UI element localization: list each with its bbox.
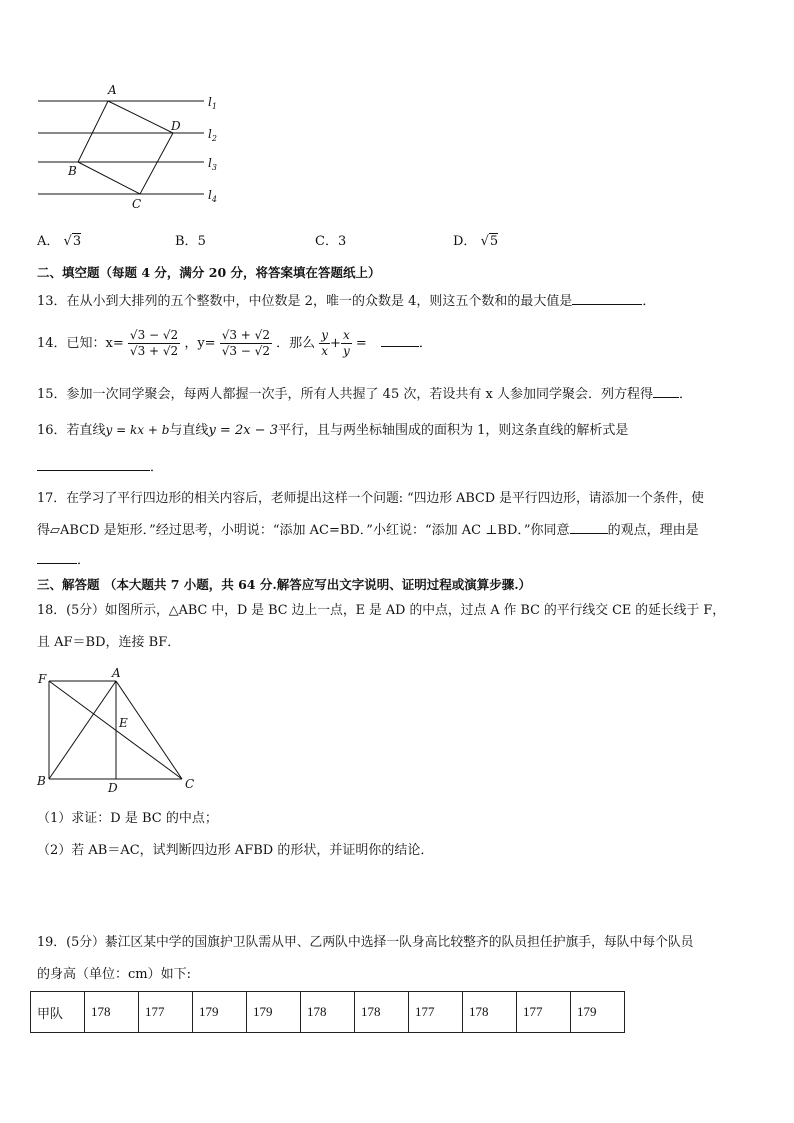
option-a-letter: A． (37, 234, 60, 249)
sqrt-icon: √ (63, 234, 72, 249)
line-label-3: $l_3$ (208, 156, 217, 172)
point-label-c: C (185, 777, 195, 791)
question-16-prefix: 16．若直线 (37, 423, 106, 438)
option-c (315, 232, 346, 252)
question-17-line-1: 17．在学习了平行四边形的相关内容后，老师提出这样一个问题: “四边形 ABCD 是平行四边形，请添加一个条件，使 (37, 491, 704, 506)
fraction-x (128, 328, 180, 359)
table-cell: 177 (409, 992, 463, 1033)
question-15 (37, 383, 692, 405)
question-16-end: ． (150, 460, 164, 475)
answer-blank[interactable] (37, 549, 77, 564)
fraction-numerator: y (321, 328, 329, 342)
option-c-value: 3 (337, 234, 347, 249)
question-18-line-1: 18．(5分）如图所示，△ABC 中，D 是 BC 边上一点，E 是 AD 的中点，过点 A 作 BC 的平行线交 CE 的延长线于 F， (37, 603, 725, 618)
table-cell: 178 (301, 992, 355, 1033)
vertex-label-a: A (108, 83, 117, 97)
table-cell: 177 (139, 992, 193, 1033)
section-3-title: 三、解答题 （本大题共 7 小题，共 64 分.解答应写出文字说明、证明过程或演算步骤.） (37, 577, 532, 592)
fraction-y (220, 328, 272, 359)
answer-blank[interactable] (381, 332, 419, 347)
figure-parallel-lines (30, 80, 230, 215)
option-b-value: 5 (197, 234, 206, 249)
option-d-letter: D． (453, 234, 477, 249)
question-16-answer (37, 456, 163, 478)
segment-ab (49, 681, 116, 779)
answer-blank[interactable] (653, 383, 679, 398)
point-label-b: B (37, 774, 46, 788)
table-row (31, 992, 625, 1033)
fraction-numerator: x (342, 328, 350, 342)
table-cell: 178 (463, 992, 517, 1033)
question-17-text: 的观点，理由是 (607, 523, 699, 538)
point-label-a: A (112, 666, 121, 680)
table-cell: 179 (571, 992, 625, 1033)
question-16-mid: 与直线 (169, 423, 209, 438)
fraction-y-denominator: √3 − √2 (221, 344, 270, 358)
table-cell: 179 (247, 992, 301, 1033)
question-16-suffix: 平行，且与两坐标轴围成的面积为 1，则这条直线的解析式是 (277, 423, 629, 438)
question-14-end: ． (418, 336, 432, 351)
question-16 (37, 420, 628, 441)
fraction-y-over-x (319, 328, 330, 359)
option-d (453, 232, 498, 252)
question-17-text: 得▱ABCD 是矩形．”经过思考，小明说：“添加 AC=BD．”小红说：“添加 AC ⊥BD．”你同意 (37, 523, 570, 538)
question-14 (37, 324, 432, 364)
option-a-value: 3 (72, 234, 82, 249)
question-14-then: ．那么 (276, 336, 316, 351)
question-13 (37, 290, 655, 312)
question-17-end: ． (77, 553, 91, 568)
point-label-d: D (108, 781, 118, 795)
fraction-x-numerator: √3 − √2 (129, 328, 179, 342)
vertex-label-b: B (68, 164, 77, 178)
question-19-line-2: 的身高（单位：cm）如下: (37, 967, 191, 982)
answer-blank[interactable] (37, 456, 150, 471)
equation-line-1: y = kx + b (105, 423, 170, 437)
sqrt-icon: √ (480, 234, 489, 249)
line-label-4: $l_4$ (208, 188, 217, 204)
question-14-prefix: 14．已知：x= (37, 336, 124, 351)
fraction-y-numerator: √3 + √2 (221, 328, 270, 342)
plus-sign: + (330, 336, 341, 351)
question-18-part-1: （1）求证：D 是 BC 的中点； (37, 811, 218, 826)
parallelogram-abcd (78, 101, 173, 194)
answer-blank[interactable] (572, 290, 642, 305)
question-18-line-2: 且 AF＝BD，连接 BF． (37, 635, 181, 650)
option-b-letter: B． (175, 234, 198, 249)
equation-line-2: y = 2x − 3 (208, 423, 278, 438)
question-17-line-2 (37, 519, 699, 541)
figure-q18 (32, 664, 202, 796)
option-b (175, 232, 206, 252)
point-label-f: F (38, 672, 47, 686)
segment-ac (116, 681, 182, 779)
table-cell: 179 (193, 992, 247, 1033)
question-18-part-2: （2）若 AB＝AC，试判断四边形 AFBD 的形状，并证明你的结论． (37, 843, 434, 858)
answer-blank[interactable] (570, 519, 608, 534)
option-a (37, 232, 81, 252)
line-label-1: $l_1$ (208, 95, 217, 111)
option-d-value: 5 (489, 234, 499, 249)
question-15-text: 15．参加一次同学聚会，每两人都握一次手，所有人共握了 45 次，若设共有 x 人参加同学聚会．列方程得 (37, 387, 653, 402)
point-label-e: E (119, 716, 128, 730)
fraction-denominator: x (321, 344, 329, 358)
question-13-end: ． (642, 294, 656, 309)
table-row-label: 甲队 (31, 992, 85, 1033)
option-c-letter: C． (315, 234, 338, 249)
height-table (30, 991, 625, 1033)
line-label-2: $l_2$ (208, 127, 217, 143)
table-cell: 178 (355, 992, 409, 1033)
question-14-mid: ，y= (184, 336, 216, 351)
fraction-x-over-y (341, 328, 352, 359)
fraction-denominator: y (342, 344, 350, 358)
question-13-text: 13．在从小到大排列的五个整数中，中位数是 2，唯一的众数是 4，则这五个数和的最大值是 (37, 294, 573, 309)
question-15-end: ． (678, 387, 692, 402)
table-cell: 178 (85, 992, 139, 1033)
vertex-label-d: D (171, 119, 181, 133)
equals-sign: = (355, 336, 367, 351)
table-cell: 177 (517, 992, 571, 1033)
question-19-line-1: 19．(5分）綦江区某中学的国旗护卫队需从甲、乙两队中选择一队身高比较整齐的队员担任护旗手，每队中每个队员 (37, 935, 694, 950)
fraction-x-denominator: √3 + √2 (129, 344, 179, 358)
section-2-title: 二、填空题（每题 4 分，满分 20 分，将答案填在答题纸上） (37, 265, 381, 280)
vertex-label-c: C (132, 197, 142, 211)
question-17-answer (37, 549, 90, 571)
